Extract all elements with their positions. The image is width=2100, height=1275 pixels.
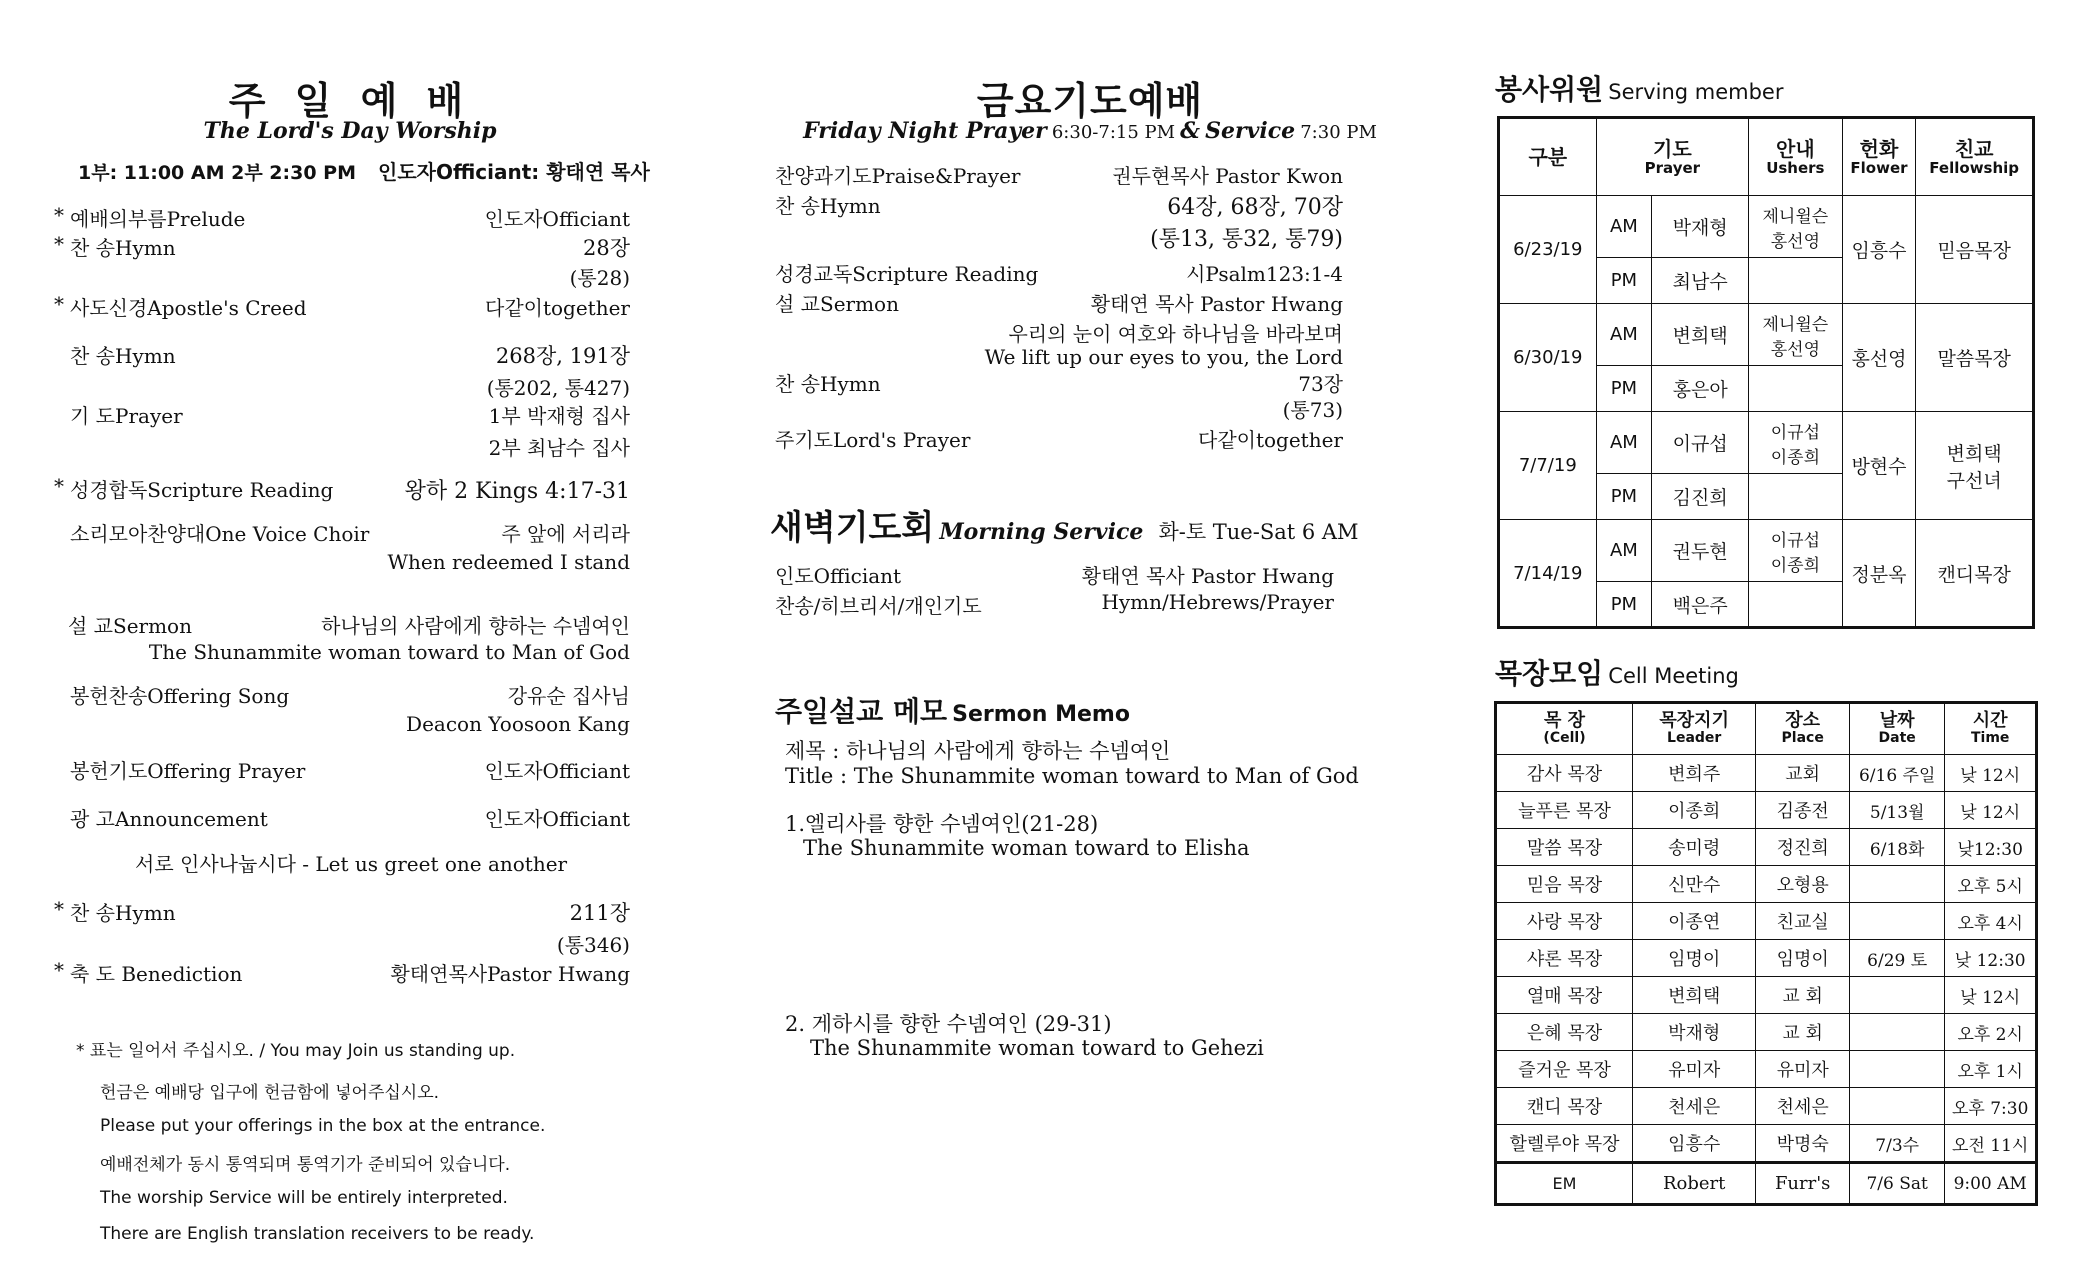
cell-value: 천세은 [1633, 1088, 1756, 1125]
cell-row [1496, 1125, 2037, 1163]
cell-value: 교 회 [1756, 977, 1850, 1014]
cell-value: 믿음 목장 [1496, 866, 1633, 903]
friday-item-value: 시Psalm123:1-4 [1186, 262, 1343, 286]
order-item-value: 황태연목사Pastor Hwang [390, 962, 630, 986]
pm-label: PM [1596, 366, 1652, 412]
cell-value: 천세은 [1756, 1088, 1850, 1125]
cell-value [1849, 1088, 1944, 1125]
cell-row [1496, 829, 2037, 866]
friday-item-value-secondary: (통13, 통32, 통79) [1150, 227, 1343, 252]
am-label: AM [1596, 196, 1652, 258]
order-item-value: 1부 박재형 집사 [488, 404, 630, 428]
order-item-label: 봉헌기도Offering Prayer [70, 759, 306, 783]
friday-item-label: 찬 송Hymn [775, 372, 881, 396]
cell-value: 감사 목장 [1496, 755, 1633, 792]
usher: 제니윌슨 홍선영 [1749, 196, 1842, 258]
serving-title: 봉사위원 [1495, 73, 1604, 106]
cell-row [1496, 903, 2037, 940]
cell-title-en: Cell Meeting [1608, 664, 1739, 688]
cell-value: 6/29 토 [1849, 940, 1944, 977]
cell-value: 즐거운 목장 [1496, 1051, 1633, 1088]
friday-item-value: 64장, 68장, 70장 [1167, 195, 1343, 220]
order-item-value-secondary: (통202, 통427) [486, 376, 630, 400]
flower: 정분옥 [1842, 520, 1916, 628]
pm-label: PM [1596, 258, 1652, 304]
order-item-value: 211장 [569, 901, 630, 925]
usher: 이규섭 이종희 [1749, 412, 1842, 474]
pm-label: PM [1596, 474, 1652, 520]
order-item-value-secondary: When redeemed I stand [387, 550, 630, 574]
cell-value: 친교실 [1756, 903, 1850, 940]
serving-header-ushers: 안내 Ushers [1749, 118, 1842, 196]
cell-value: Robert [1633, 1163, 1756, 1205]
flower: 홍선영 [1842, 304, 1916, 412]
order-item-value: 인도자Officiant [484, 207, 630, 231]
cell-value: EM [1496, 1163, 1633, 1205]
am-label: AM [1596, 304, 1652, 366]
cell-value [1849, 1014, 1944, 1051]
serving-row-am [1499, 304, 2034, 366]
friday-item-label: 주기도Lord's Prayer [775, 428, 971, 452]
usher-empty [1749, 366, 1842, 412]
cell-value: 늘푸른 목장 [1496, 792, 1633, 829]
order-item-label: 소리모아찬양대One Voice Choir [70, 522, 370, 546]
cell-row [1496, 792, 2037, 829]
order-item-value-secondary: Deacon Yoosoon Kang [406, 712, 630, 736]
stand-marker: * [54, 203, 64, 227]
cell-row [1496, 940, 2037, 977]
service-times: 1부: 11:00 AM 2부 2:30 PM [78, 162, 357, 184]
order-item-label: 사도신경Apostle's Creed [70, 296, 307, 320]
serving-date: 7/7/19 [1499, 412, 1597, 520]
cell-title: 목장모임 [1495, 657, 1604, 690]
stand-marker: * [54, 958, 64, 982]
memo-point2-en: The Shunammite woman toward to Gehezi [810, 1036, 1264, 1060]
cell-value: 오후 4시 [1945, 903, 2037, 940]
order-item-value: 다같이together [485, 296, 630, 320]
cell-value: 교 회 [1756, 1014, 1850, 1051]
friday-subtitle-italic2: Service [1205, 118, 1296, 144]
serving-date: 6/23/19 [1499, 196, 1597, 304]
cell-row [1496, 755, 2037, 792]
cell-value: 낮 12시 [1945, 977, 2037, 1014]
morning-order-value: Hymn/Hebrews/Prayer [1101, 590, 1334, 614]
morning-time: 화-토 Tue-Sat 6 AM [1158, 520, 1359, 544]
friday-item-label: 찬양과기도Praise&Prayer [775, 164, 1021, 188]
cell-heading [1495, 652, 1739, 692]
order-item-label: 서로 인사나눕시다 - Let us greet one another [135, 852, 568, 876]
morning-service-heading [770, 500, 1359, 549]
order-item-label: 찬 송Hymn [70, 236, 176, 260]
friday-item-label: 성경교독Scripture Reading [775, 262, 1039, 286]
serving-heading [1495, 68, 1783, 108]
friday-prayer-title: 금요기도예배 [976, 79, 1204, 123]
friday-item-value: 권두현목사 Pastor Kwon [1112, 164, 1343, 188]
cell-value: 6/16 주일 [1849, 755, 1944, 792]
fellowship: 말씀목장 [1916, 304, 2034, 412]
order-item-label: 기 도Prayer [70, 404, 183, 428]
cell-value: 캔디 목장 [1496, 1088, 1633, 1125]
cell-value: 샤론 목장 [1496, 940, 1633, 977]
friday-subtitle-time2: 7:30 PM [1300, 122, 1377, 143]
order-item-value: 하나님의 사람에게 향하는 수넴여인 [321, 614, 630, 638]
flower: 방현수 [1842, 412, 1916, 520]
order-item-value-secondary: (통346) [556, 933, 630, 957]
friday-item-value: 73장 [1298, 372, 1343, 396]
stand-marker: * [54, 292, 64, 316]
morning-officiant-label: 인도Officiant [775, 564, 902, 588]
memo-title-en: Sermon Memo [952, 702, 1130, 727]
am-prayer: 변희택 [1652, 304, 1749, 366]
cell-value [1849, 1051, 1944, 1088]
cell-value: 오후 7:30 [1945, 1088, 2037, 1125]
cell-value: 낮12:30 [1945, 829, 2037, 866]
cell-value [1849, 866, 1944, 903]
fellowship: 믿음목장 [1916, 196, 2034, 304]
sermon-memo-heading [775, 690, 1130, 730]
cell-value [1849, 903, 1944, 940]
stand-marker: * [54, 897, 64, 921]
cell-value: 이종연 [1633, 903, 1756, 940]
order-item-value: 인도자Officiant [484, 807, 630, 831]
friday-item-value: 황태연 목사 Pastor Hwang [1090, 292, 1343, 316]
am-prayer: 이규섭 [1652, 412, 1749, 474]
note-line: There are English translation receivers to be ready. [100, 1224, 535, 1244]
cell-value: 박명숙 [1756, 1125, 1850, 1163]
cell-value: 7/6 Sat [1849, 1163, 1944, 1205]
note-line: 헌금은 예배당 입구에 헌금함에 넣어주십시오. [100, 1083, 440, 1103]
friday-item-label: 설 교Sermon [775, 292, 899, 316]
serving-header-row [1499, 118, 2034, 196]
cell-value: 열매 목장 [1496, 977, 1633, 1014]
cell-header: 장소 Place [1756, 703, 1850, 755]
cell-value: 임흥수 [1633, 1125, 1756, 1163]
morning-order-label: 찬송/히브리서/개인기도 [775, 594, 982, 618]
serving-date: 7/14/19 [1499, 520, 1597, 628]
friday-item-value: 우리의 눈이 여호와 하나님을 바라보며 [1008, 322, 1343, 346]
cell-header: 시간 Time [1945, 703, 2037, 755]
fellowship: 변희택 구선녀 [1916, 412, 2034, 520]
cell-value [1849, 977, 1944, 1014]
note-line: The worship Service will be entirely interpreted. [100, 1188, 508, 1208]
friday-subtitle-italic: Friday Night Prayer [803, 118, 1047, 144]
memo-point2-kr: 2. 게하시를 향한 수넴여인 (29-31) [785, 1012, 1112, 1036]
cell-value: 낮 12시 [1945, 755, 2037, 792]
friday-subtitle-amp: & [1180, 118, 1201, 144]
cell-value: 오후 1시 [1945, 1051, 2037, 1088]
friday-item-value: 다같이together [1198, 428, 1343, 452]
serving-table [1497, 116, 2035, 629]
note-line: * 표는 일어서 주십시오. / You may Join us standing up. [76, 1041, 516, 1061]
cell-value: 낮 12:30 [1945, 940, 2037, 977]
cell-value: 말씀 목장 [1496, 829, 1633, 866]
note-line: 예배전체가 동시 통역되며 통역기가 준비되어 있습니다. [100, 1155, 511, 1175]
cell-value: 6/18화 [1849, 829, 1944, 866]
cell-value: 오후 5시 [1945, 866, 2037, 903]
friday-item-value-secondary: We lift up our eyes to you, the Lord [984, 345, 1343, 369]
serving-date: 6/30/19 [1499, 304, 1597, 412]
order-item-label: 광 고Announcement [70, 807, 268, 831]
cell-value: 오전 11시 [1945, 1125, 2037, 1163]
usher-empty [1749, 474, 1842, 520]
friday-prayer-subtitle [790, 118, 1390, 144]
am-label: AM [1596, 520, 1652, 582]
serving-row-am [1499, 196, 2034, 258]
order-item-label: 성경합독Scripture Reading [70, 478, 334, 502]
usher: 제니윌슨 홍선영 [1749, 304, 1842, 366]
cell-value: 낮 12시 [1945, 792, 2037, 829]
cell-header: 목장지기 Leader [1633, 703, 1756, 755]
fellowship: 캔디목장 [1916, 520, 2034, 628]
cell-value: 은혜 목장 [1496, 1014, 1633, 1051]
note-line: Please put your offerings in the box at the entrance. [100, 1116, 546, 1136]
serving-row-am [1499, 520, 2034, 582]
friday-item-value-secondary: (통73) [1282, 398, 1343, 422]
cell-value: 임명이 [1633, 940, 1756, 977]
usher-empty [1749, 258, 1842, 304]
memo-point1-en: The Shunammite woman toward to Elisha [803, 836, 1250, 860]
cell-value: 이종희 [1633, 792, 1756, 829]
memo-subject-en: Title : The Shunammite woman toward to Man of God [785, 764, 1359, 788]
order-item-value-secondary: The Shunammite woman toward to Man of God [148, 640, 630, 664]
morning-officiant-value: 황태연 목사 Pastor Hwang [1081, 564, 1334, 588]
cell-row [1496, 1014, 2037, 1051]
order-item-label: 축 도 Benediction [70, 962, 243, 986]
order-item-value: 강유순 집사님 [507, 684, 630, 708]
cell-row [1496, 866, 2037, 903]
usher-empty [1749, 582, 1842, 628]
serving-header-fellowship: 친교 Fellowship [1916, 118, 2034, 196]
cell-value: 송미령 [1633, 829, 1756, 866]
order-item-label: 찬 송Hymn [70, 344, 176, 368]
order-item-label: 찬 송Hymn [70, 901, 176, 925]
cell-header: 날짜 Date [1849, 703, 1944, 755]
cell-row [1496, 1088, 2037, 1125]
cell-value: 오후 2시 [1945, 1014, 2037, 1051]
serving-header-flower: 헌화 Flower [1842, 118, 1916, 196]
sunday-worship-title: 주 일 예 배 [228, 79, 472, 123]
am-prayer: 박재형 [1652, 196, 1749, 258]
cell-row [1496, 1163, 2037, 1205]
memo-point1-kr: 1.엘리사를 향한 수넴여인(21-28) [785, 812, 1099, 836]
sunday-worship-subtitle: The Lord's Day Worship [203, 118, 497, 144]
cell-value: 7/3수 [1849, 1125, 1944, 1163]
usher: 이규섭 이종희 [1749, 520, 1842, 582]
cell-value: 박재형 [1633, 1014, 1756, 1051]
order-item-label: 설 교Sermon [68, 614, 192, 638]
cell-header: 목 장 (Cell) [1496, 703, 1633, 755]
memo-title: 주일설교 메모 [775, 695, 948, 728]
am-prayer: 권두현 [1652, 520, 1749, 582]
cell-value: 변희주 [1633, 755, 1756, 792]
order-item-value-secondary: (통28) [569, 266, 630, 290]
order-item-value-secondary: 2부 최남수 집사 [488, 436, 630, 460]
serving-title-en: Serving member [1608, 80, 1784, 104]
morning-italic: Morning Service [939, 519, 1144, 545]
pm-prayer: 최남수 [1652, 258, 1749, 304]
order-item-value: 인도자Officiant [484, 759, 630, 783]
order-item-value: 28장 [582, 236, 630, 260]
cell-value: 사랑 목장 [1496, 903, 1633, 940]
friday-item-label: 찬 송Hymn [775, 194, 881, 218]
cell-value: 유미자 [1756, 1051, 1850, 1088]
serving-row-am [1499, 412, 2034, 474]
order-item-value: 왕하 2 Kings 4:17-31 [404, 479, 630, 504]
cell-value: 김종전 [1756, 792, 1850, 829]
pm-label: PM [1596, 582, 1652, 628]
cell-value: 9:00 AM [1945, 1163, 2037, 1205]
cell-header-row [1496, 703, 2037, 755]
cell-row [1496, 1051, 2037, 1088]
am-label: AM [1596, 412, 1652, 474]
serving-header-prayer: 기도 Prayer [1596, 118, 1749, 196]
cell-value: 임명이 [1756, 940, 1850, 977]
friday-subtitle-time1: 6:30-7:15 PM [1051, 122, 1176, 143]
officiant-line: 인도자Officiant: 황태연 목사 [378, 160, 650, 184]
cell-value: 오형용 [1756, 866, 1850, 903]
order-item-label: 예배의부름Prelude [70, 207, 246, 231]
order-item-value: 주 앞에 서리라 [501, 522, 630, 546]
stand-marker: * [54, 232, 64, 256]
order-item-value: 268장, 191장 [495, 344, 630, 368]
pm-prayer: 김진희 [1652, 474, 1749, 520]
cell-value: 교회 [1756, 755, 1850, 792]
cell-row [1496, 977, 2037, 1014]
flower: 임흥수 [1842, 196, 1916, 304]
memo-subject-kr: 제목 : 하나님의 사람에게 향하는 수넴여인 [785, 739, 1171, 763]
cell-value: 변희택 [1633, 977, 1756, 1014]
serving-header-category: 구분 [1499, 118, 1597, 196]
cell-value: 정진희 [1756, 829, 1850, 866]
order-item-label: 봉헌찬송Offering Song [70, 684, 290, 708]
pm-prayer: 홍은아 [1652, 366, 1749, 412]
stand-marker: * [54, 474, 64, 498]
cell-value: 신만수 [1633, 866, 1756, 903]
cell-value: Furr's [1756, 1163, 1850, 1205]
morning-title: 새벽기도회 [770, 508, 935, 548]
cell-meeting-table [1494, 701, 2038, 1206]
cell-value: 할렐루야 목장 [1496, 1125, 1633, 1163]
cell-value: 5/13월 [1849, 792, 1944, 829]
pm-prayer: 백은주 [1652, 582, 1749, 628]
cell-value: 유미자 [1633, 1051, 1756, 1088]
